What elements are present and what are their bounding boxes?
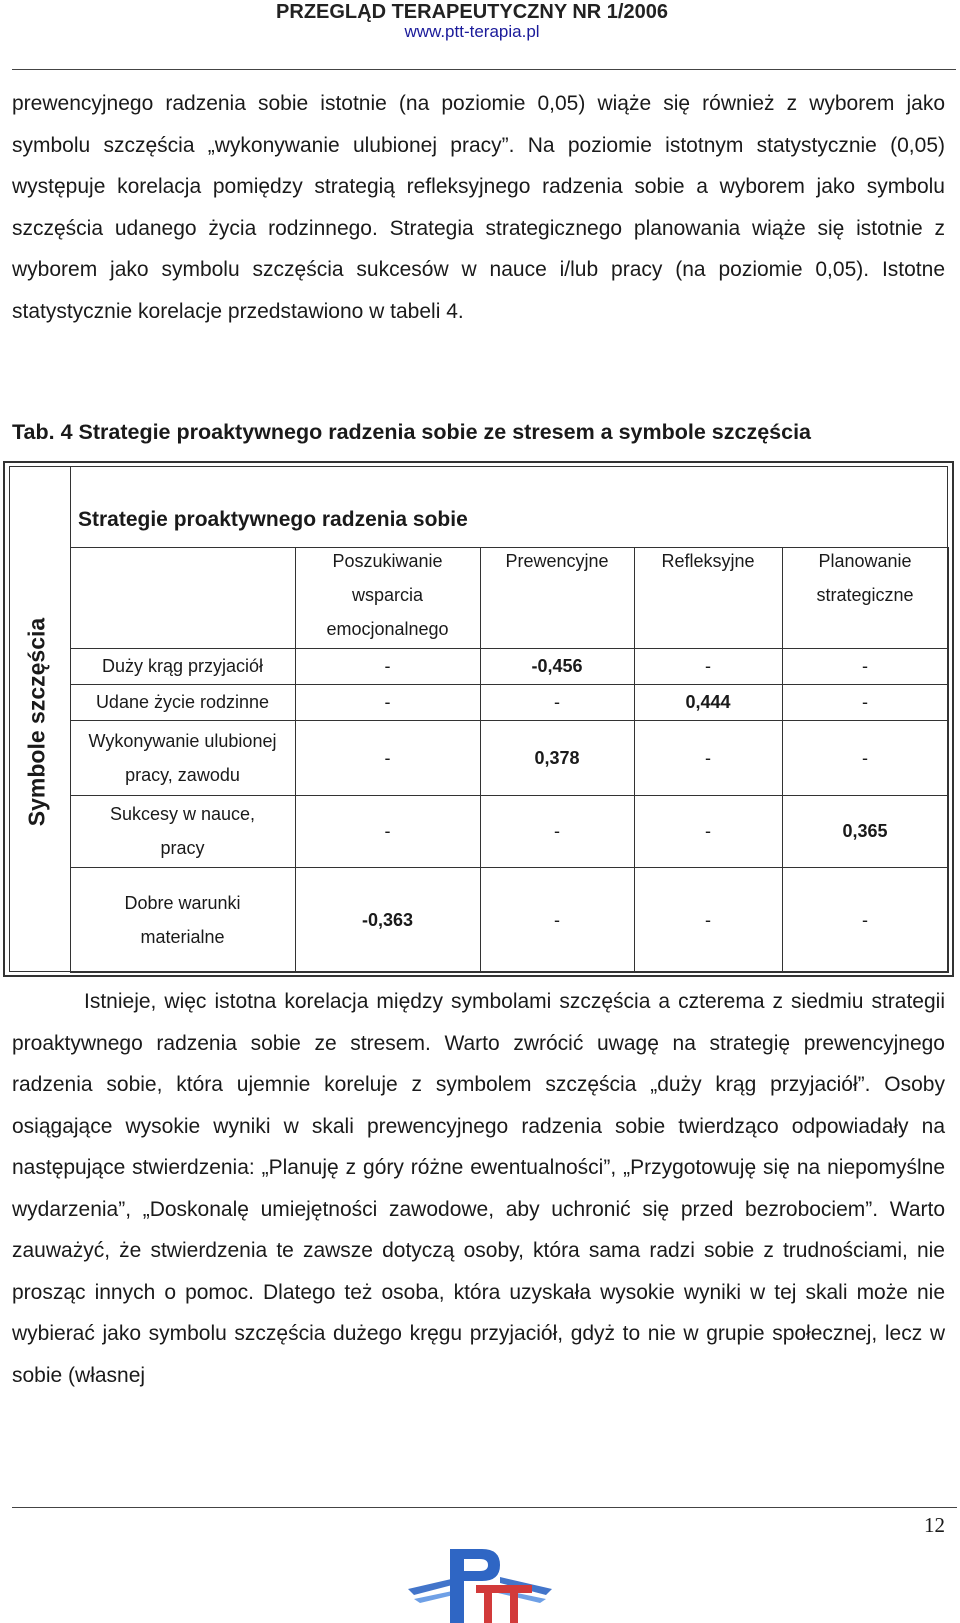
correlation-value-line: - xyxy=(554,692,560,712)
correlation-value-line: 0,378 xyxy=(534,747,580,768)
row-label-line: Udane życie rodzinne xyxy=(95,692,270,712)
column-header-line: emocjonalnego xyxy=(326,619,449,639)
correlation-value-line: - xyxy=(862,656,868,676)
body-paragraph-2: Istnieje, więc istotna korelacja między symbolami szczęścia a czterema z siedmiu strategii proaktywnego radzenia sobie ze stresem. Warto zwrócić uwagę na strategię prewencyjnego radzenia sobie, która ujemnie koreluje z symbolem szczęścia „duży krąg przyjaciół”. Osoby osiągające wysokie wyniki w skali prewencyjnego radzenia sobie twierdząco odpowiadały na następujące stwierdzenia: „Planuję z góry różne ewentualności”, „Przygotowuję się na niepomyślne wydarzenia”, „Doskonalę umiejętności zawodowe, aby uchronić się przed bezrobociem”. Warto zauważyć, że stwierdzenia te zawsze dotyczą osoby, która sama radzi sobie z trudnościami, nie prosząc innych o pomoc. Dlatego też osoba, która uzyskała wysokie wyniki w tej skali może nie wybierać jako symbolu szczęścia dużego kręgu przyjaciół, gdyż to nie w grupie społecznej, lecz w sobie (własnej xyxy=(12,990,945,1387)
correlation-value-line: - xyxy=(705,656,711,676)
correlation-value-line: - xyxy=(862,747,868,768)
row-label-line: Wykonywanie ulubionej xyxy=(88,730,277,751)
correlation-value-line: - xyxy=(384,656,391,676)
correlation-table xyxy=(3,461,954,977)
table-caption: Tab. 4 Strategie proaktywnego radzenia sobie ze stresem a symbole szczęścia xyxy=(12,420,812,444)
correlation-value xyxy=(755,649,960,683)
correlation-value xyxy=(755,814,960,848)
correlation-value-line: - xyxy=(384,747,391,768)
table-group-label: Strategie proaktywnego radzenia sobie xyxy=(78,508,468,531)
logo-letters-tt xyxy=(476,1585,532,1623)
footer-divider xyxy=(12,1507,957,1508)
ptt-logo xyxy=(400,1543,560,1623)
correlation-value-line: - xyxy=(554,909,560,930)
journal-url-link[interactable]: www.ptt-terapia.pl xyxy=(404,22,540,41)
correlation-value-line: -0,363 xyxy=(361,909,414,930)
column-header-line: Refleksyjne xyxy=(661,551,755,571)
correlation-value-line: - xyxy=(705,909,711,930)
column-header-line: Planowanie xyxy=(818,551,912,571)
row-label-line: pracy xyxy=(160,838,205,858)
correlation-value-line: 0,365 xyxy=(842,821,888,841)
row-label-line: Dobre warunki xyxy=(124,892,241,913)
correlation-value-line: 0,444 xyxy=(685,692,731,712)
row-label xyxy=(73,886,293,954)
correlation-value xyxy=(755,741,960,775)
row-label xyxy=(73,724,293,792)
row-label-line: pracy, zawodu xyxy=(125,764,240,785)
correlation-value-line: -0,456 xyxy=(531,656,583,676)
journal-title: PRZEGLĄD TERAPEUTYCZNY NR 1/2006 xyxy=(276,1,668,23)
header-divider xyxy=(12,69,956,70)
correlation-value-line: - xyxy=(705,821,711,841)
column-header-line: strategiczne xyxy=(816,585,914,605)
body-paragraph-1: prewencyjnego radzenia sobie istotnie (na poziomie 0,05) wiąże się również z wyborem jako symbolu szczęścia „wykonywanie ulubionej pracy”. Na poziomie istotnym statystycznie (0,05) występuje korelacja pomiędzy strategią refleksyjnego radzenia sobie a wyborem jako symbolu szczęścia udanego życia rodzinnego. Strategia strategicznego planowania wiąże się istotnie z wyborem jako symbolu szczęścia sukcesów w nauce i/lub pracy (na poziomie 0,05). Istotne statystycznie korelacje przedstawiono w tabeli 4. xyxy=(12,92,945,323)
column-header-line: Poszukiwanie xyxy=(332,551,443,571)
row-label xyxy=(73,649,293,683)
column-header-line: wsparcia xyxy=(351,585,424,605)
row-label-line: Duży krąg przyjaciół xyxy=(101,656,264,676)
correlation-value xyxy=(755,903,960,937)
column-header xyxy=(755,544,960,612)
row-label-line: Sukcesy w nauce, xyxy=(109,804,256,824)
correlation-value-line: - xyxy=(862,692,868,712)
row-label-line: materialne xyxy=(140,926,225,947)
row-label xyxy=(73,797,293,865)
correlation-value-line: - xyxy=(705,747,711,768)
correlation-value xyxy=(755,685,960,719)
column-header-line: Prewencyjne xyxy=(505,551,609,571)
correlation-value-line: - xyxy=(384,821,391,841)
table-header-cell xyxy=(70,547,296,649)
correlation-value-line: - xyxy=(862,909,868,930)
page-number: 12 xyxy=(924,1513,945,1537)
row-label xyxy=(73,685,293,719)
correlation-value-line: - xyxy=(554,821,560,841)
correlation-value-line: - xyxy=(384,692,391,712)
table-side-label: Symbole szczęścia xyxy=(23,617,50,827)
